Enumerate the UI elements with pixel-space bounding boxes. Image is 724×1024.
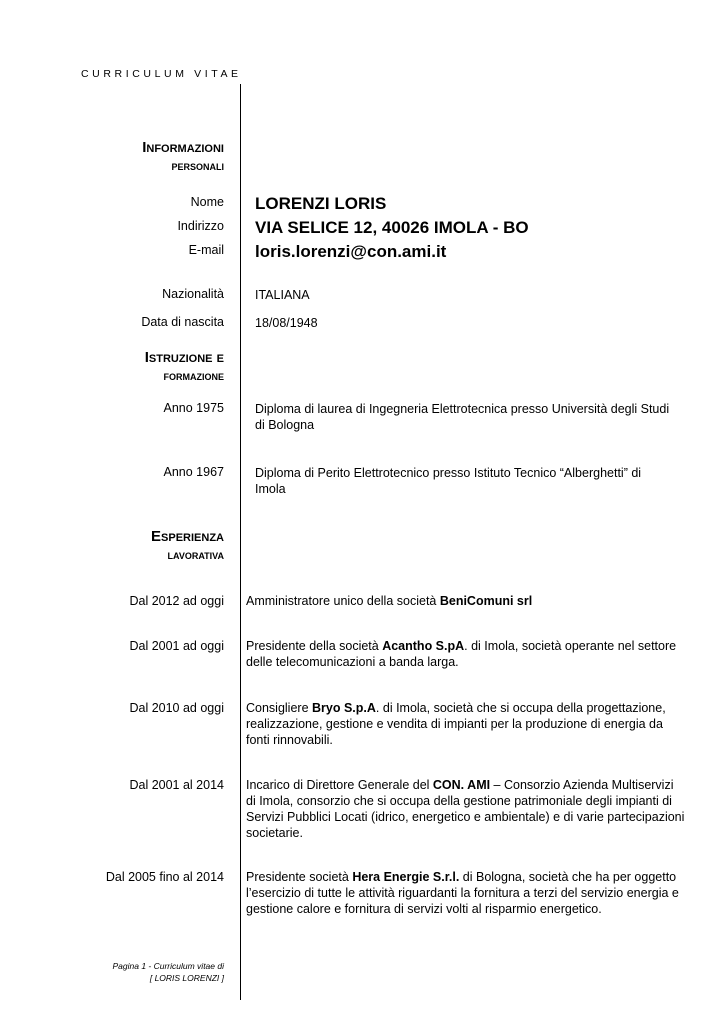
company-name: BeniComuni srl xyxy=(439,594,533,608)
education-text: Diploma di laurea di Ingegneria Elettrotecnica presso Università degli Studi di Bologna xyxy=(255,402,670,432)
section-experience xyxy=(151,527,224,565)
section-education-line2: formazione xyxy=(163,369,224,383)
experience-period: Dal 2010 ad oggi xyxy=(129,701,224,715)
birth-label: Data di nascita xyxy=(141,315,224,329)
email-value: loris.lorenzi@con.ami.it xyxy=(255,242,447,261)
column-divider xyxy=(240,84,241,1000)
experience-period: Dal 2012 ad oggi xyxy=(129,594,224,608)
section-education xyxy=(145,348,224,386)
address-label: Indirizzo xyxy=(177,219,224,233)
experience-description: Presidente della società Acantho S.pA. di Imola, società operante nel settore delle telecomunicazioni a banda larga. xyxy=(246,639,677,669)
nationality-value: ITALIANA xyxy=(255,288,310,302)
experience-period: Dal 2005 fino al 2014 xyxy=(105,870,224,884)
name-value: LORENZI LORIS xyxy=(255,194,387,213)
page-footer xyxy=(113,960,225,984)
education-year: Anno 1967 xyxy=(163,465,224,479)
experience-period: Dal 2001 ad oggi xyxy=(129,639,224,653)
address-value: VIA SELICE 12, 40026 IMOLA - BO xyxy=(255,218,529,237)
section-personal-info xyxy=(142,138,224,176)
experience-description: Consigliere Bryo S.p.A. di Imola, società che si occupa della progettazione, realizzazione, gestione e vendita di impianti per la produzione di energia da fonti rinnovabili. xyxy=(246,701,666,747)
experience-description: Incarico di Direttore Generale del CON. AMI – Consorzio Azienda Multiservizi di Imola, consorzio che si occupa della gestione patrimoniale degli impianti di Servizi Pubblici Locati (idrico, energetico e ambientale) e di varie partecipazioni societarie. xyxy=(246,778,685,840)
email-label: E-mail xyxy=(188,243,224,257)
footer-line1: Pagina 1 - Curriculum vitae di xyxy=(112,961,224,971)
company-name: CON. AMI xyxy=(432,778,491,792)
section-experience-line1: Esperienza xyxy=(151,528,224,545)
document-header: CURRICULUM VITAE xyxy=(81,68,242,80)
section-education-line1: Istruzione e xyxy=(144,349,224,366)
company-name: Hera Energie S.r.l. xyxy=(352,870,460,884)
education-text: Diploma di Perito Elettrotecnico presso Istituto Tecnico “Alberghetti” di Imola xyxy=(255,466,642,496)
experience-description: Presidente società Hera Energie S.r.l. di Bologna, società che ha per oggetto l’esercizio di tutte le attività riguardanti la fornitura a terzi del servizio energia e gestione calore e fornitura di servizi volti al risparmio energetico. xyxy=(246,870,679,916)
company-name: Bryo S.p.A xyxy=(312,701,376,715)
experience-description: Amministratore unico della società BeniComuni srl xyxy=(246,594,533,608)
company-name: Acantho S.pA xyxy=(382,639,465,653)
experience-period: Dal 2001 al 2014 xyxy=(129,778,224,792)
name-label: Nome xyxy=(190,195,224,209)
nationality-label: Nazionalità xyxy=(162,287,224,301)
section-personal-line2: personali xyxy=(171,159,224,173)
education-year: Anno 1975 xyxy=(163,401,224,415)
footer-line2: [ LORIS LORENZI ] xyxy=(149,973,224,983)
section-personal-line1: Informazioni xyxy=(142,139,224,156)
section-experience-line2: lavorativa xyxy=(167,548,224,562)
birth-value: 18/08/1948 xyxy=(255,316,318,330)
